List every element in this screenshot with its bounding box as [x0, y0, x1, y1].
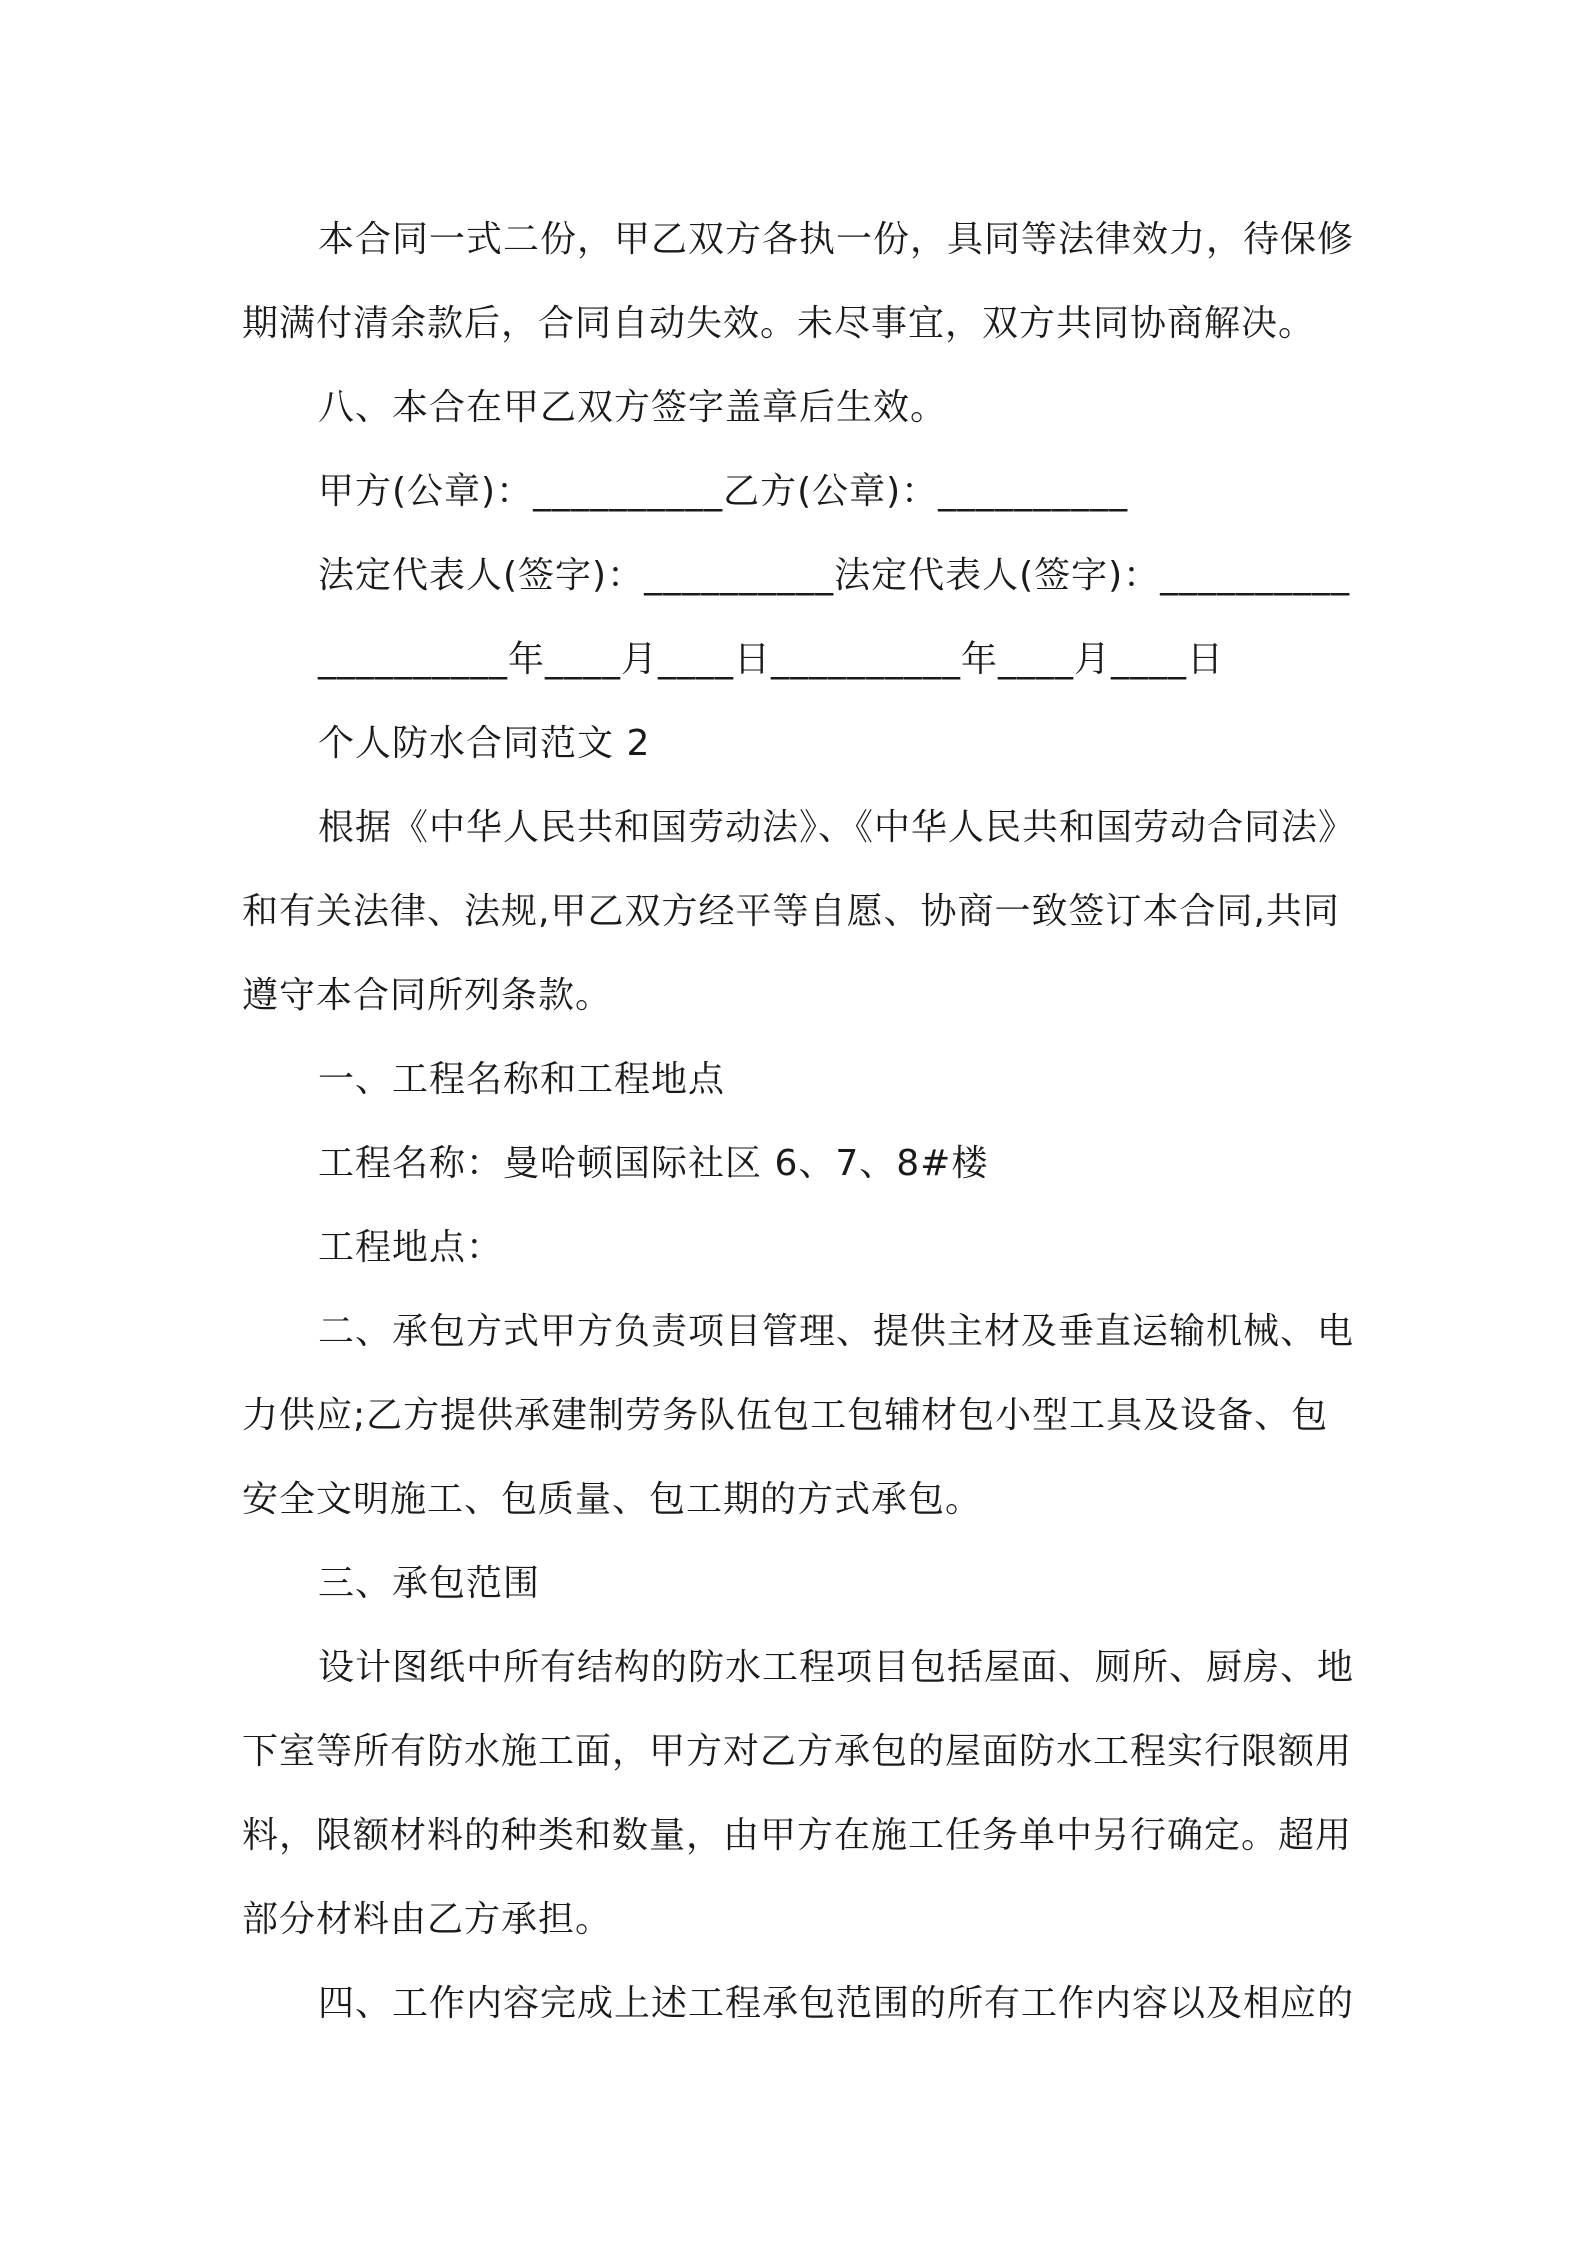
text-line: 力供应;乙方提供承建制劳务队伍包工包辅材包小型工具及设备、包 [242, 1395, 1329, 1436]
text-line: 安全文明施工、包质量、包工期的方式承包。 [242, 1479, 983, 1520]
text-line: 八、本合在甲乙双方签字盖章后生效。 [318, 387, 948, 428]
text-line: 料，限额材料的种类和数量，由甲方在施工任务单中另行确定。超用 [242, 1815, 1353, 1856]
clause-heading: 二、承包方式甲方负责项目管理、提供主材及垂直运输机械、电 [318, 1311, 1355, 1352]
document-body [242, 198, 1358, 2046]
clause-heading: 一、工程名称和工程地点 [318, 1059, 726, 1100]
text-line: 期满付清余款后，合同自动失效。未尽事宜，双方共同协商解决。 [242, 303, 1316, 344]
text-line: 下室等所有防水施工面，甲方对乙方承包的屋面防水工程实行限额用 [242, 1731, 1353, 1772]
text-line: 工程名称：曼哈顿国际社区 6、7、8#楼 [318, 1143, 989, 1184]
text-line: 本合同一式二份，甲乙双方各执一份，具同等法律效力，待保修 [318, 219, 1355, 260]
text-line: 根据《中华人民共和国劳动法》、《中华人民共和国劳动合同法》 [318, 807, 1356, 848]
text-line: 遵守本合同所列条款。 [242, 975, 613, 1016]
text-line: 部分材料由乙方承担。 [242, 1899, 613, 1940]
clause-heading: 三、承包范围 [318, 1563, 541, 1604]
signature-line-seal: 甲方(公章)：__________乙方(公章)：__________ [318, 471, 1129, 512]
signature-line-representative: 法定代表人(签字)：__________法定代表人(签字)：__________ [318, 555, 1351, 596]
signature-line-date: __________年____月____日__________年____月____日 [318, 639, 1224, 680]
clause-heading: 四、工作内容完成上述工程承包范围的所有工作内容以及相应的 [318, 1983, 1355, 2024]
text-line: 设计图纸中所有结构的防水工程项目包括屋面、厕所、厨房、地 [318, 1647, 1355, 1688]
text-line: 工程地点： [318, 1227, 504, 1268]
section-title: 个人防水合同范文 2 [318, 723, 651, 764]
text-line: 和有关法律、法规,甲乙双方经平等自愿、协商一致签订本合同,共同 [242, 891, 1340, 932]
